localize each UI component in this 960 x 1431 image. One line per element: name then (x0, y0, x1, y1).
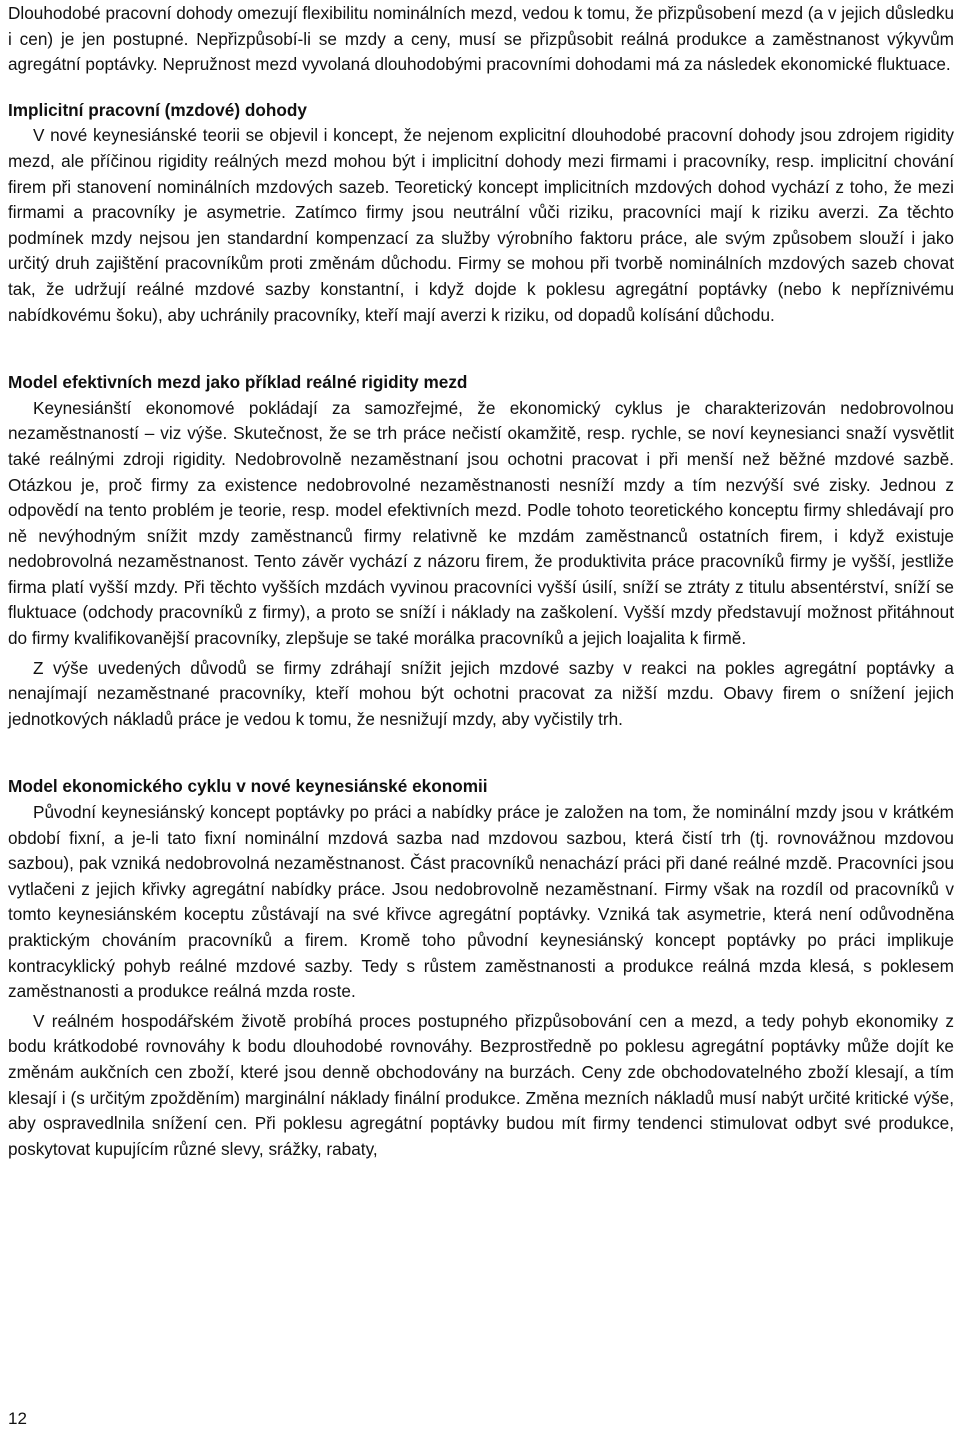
section-heading-efficiency-wages: Model efektivních mezd jako příklad reálné rigidity mezd (8, 372, 468, 393)
section-heading-business-cycle: Model ekonomického cyklu v nové keynesiánské ekonomii (8, 776, 488, 797)
document-page (8, 0, 954, 1162)
implicit-contracts-paragraph: V nové keynesiánské teorii se objevil i koncept, že nejenom explicitní dlouhodobé pracovní dohody jsou zdrojem rigidity mezd, ale příčinou rigidity reálných mezd mohou být i implicitní dohody mezi firmami i pracovníky, resp. implicitní chování firem při stanovení nominálních mzdových sazeb. Teoretický koncept implicitních mzdových dohod vychází z toho, že mezi firmami a pracovníky je asymetrie. Zatímco firmy jsou neutrální vůči riziku, pracovníci mají k riziku averzi. Za těchto podmínek mzdy nejsou jen standardní kompenzací za služby výrobního faktoru práce, ale svým způsobem slouží i jako určitý druh zajištění pracovníkům proti změnám důchodu. Firmy se mohou při tvorbě nominálních mzdových sazeb chovat tak, že udržují reálné mzdové sazby konstantní, i když dojde k poklesu agregátní poptávky (nebo k nepříznivému nabídkovému šoku), aby uchránily pracovníky, kteří mají averzi k riziku, od dopadů kolísání důchodu. (8, 125, 954, 325)
efficiency-wages-paragraph-2: Z výše uvedených důvodů se firmy zdráhají snížit jejich mzdové sazby v reakci na pokles agregátní poptávky a nenajímají nezaměstnané pracovníky, kteří mohou být ochotni pracovat za nižší mzdu. Obavy firem o snížení jejich jednotkových nákladů práce je vedou k tomu, že nesnižují mzdy, aby vyčistily trh. (8, 657, 954, 729)
business-cycle-paragraph-2: V reálném hospodářském životě probíhá proces postupného přizpůsobování cen a mezd, a tedy pohyb ekonomiky z bodu krátkodobé rovnováhy k bodu dlouhodobé rovnováhy. Bezprostředně po poklesu agregátní poptávky může dojít ke změnám aukčních cen zboží, které jsou denně obchodovány na burzách. Ceny zde obchodovatelného zboží klesají, a tím klesají i (s určitým zpožděním) marginální náklady finální produkce. Změna mezních nákladů musí nabýt určité kritické výše, aby ospravedlnila snížení cen. Při poklesu agregátní poptávky budou mít firmy tendenci stimulovat odbyt své produkce, poskytovat kupujícím různé slevy, srážky, rabaty, (8, 1010, 954, 1159)
business-cycle-paragraph-1: Původní keynesiánský koncept poptávky po práci a nabídky práce je založen na tom, že nominální mzdy jsou v krátkém období fixní, a je-li tato fixní nominální mzdová sazba nad mzdovou sazbou, která čistí trh (tj. rovnovážnou mzdovou sazbou), pak vzniká nedobrovolná nezaměstnanost. Část pracovníků nenachází práci při dané reálné mzdě. Pracovníci jsou vytlačeni z jejich křivky agregátní nabídky práce. Jsou nedobrovolně nezaměstnaní. Firmy však na rozdíl od pracovníků v tomto keynesiánském koceptu zůstávají na své křivce agregátní poptávky. Vzniká tak asymetrie, která není odůvodněna praktickým chováním pracovníků a firem. Kromě toho původní keynesiánský koncept poptávky po práci implikuje kontracyklický pohyb reálné mzdové sazby. Tedy s růstem zaměstnanosti a produkce reálná mzda klesá, s poklesem zaměstnanosti a produkce reálná mzda roste. (8, 802, 954, 1002)
section-heading-implicit-contracts: Implicitní pracovní (mzdové) dohody (8, 99, 307, 120)
efficiency-wages-paragraph-1: Keynesiánští ekonomové pokládají za samozřejmé, že ekonomický cyklus je charakterizován nedobrovolnou nezaměstnaností – viz výše. Skutečnost, že se trh práce nečistí okamžitě, resp. rychle, se noví keynesianci snaží vysvětlit také reálnými zdroji rigidity. Nedobrovolně nezaměstnaní jsou ochotni pracovat i při menší než běžné mzdové sazbě. Otázkou je, proč firmy za existence nedobrovolné nezaměstnanosti nesníží mzdy a tím nezvýší své zisky. Jednou z odpovědí na tento problém je teorie, resp. model efektivních mezd. Podle tohoto teoretického konceptu firmy shledávají pro ně nevýhodným snížit mzdy zaměstnanců firmy relativně ke mzdám zaměstnanců ostatních firem, i když existuje nedobrovolná nezaměstnanost. Tento závěr vychází z názoru firem, že produktivita práce pracovníků firmy je vyšší, jestliže firma platí vyšší mzdy. Při těchto vyšších mzdách vyvinou pracovníci vyšší úsilí, sníží se ztráty z titulu absentérství, sníží se fluktuace (odchody pracovníků z firmy), a proto se sníží i náklady na zaškolení. Vyšší mzdy představují možnost přitáhnout do firmy kvalifikovanější pracovníky, zlepšuje se také morálka pracovníků a jejich loajalita k firmě. (8, 397, 954, 649)
intro-paragraph: Dlouhodobé pracovní dohody omezují flexibilitu nominálních mezd, vedou k tomu, že přizpůsobení mezd (a v jejich důsledku i cen) je jen postupné. Nepřizpůsobí-li se mzdy a ceny, musí se přizpůsobit reálná produkce a zaměstnanost výkyvům agregátní poptávky. Nepružnost mezd vyvolaná dlouhodobými pracovními dohodami má za následek ekonomické fluktuace. (8, 3, 954, 75)
page-number: 12 (8, 1409, 27, 1428)
